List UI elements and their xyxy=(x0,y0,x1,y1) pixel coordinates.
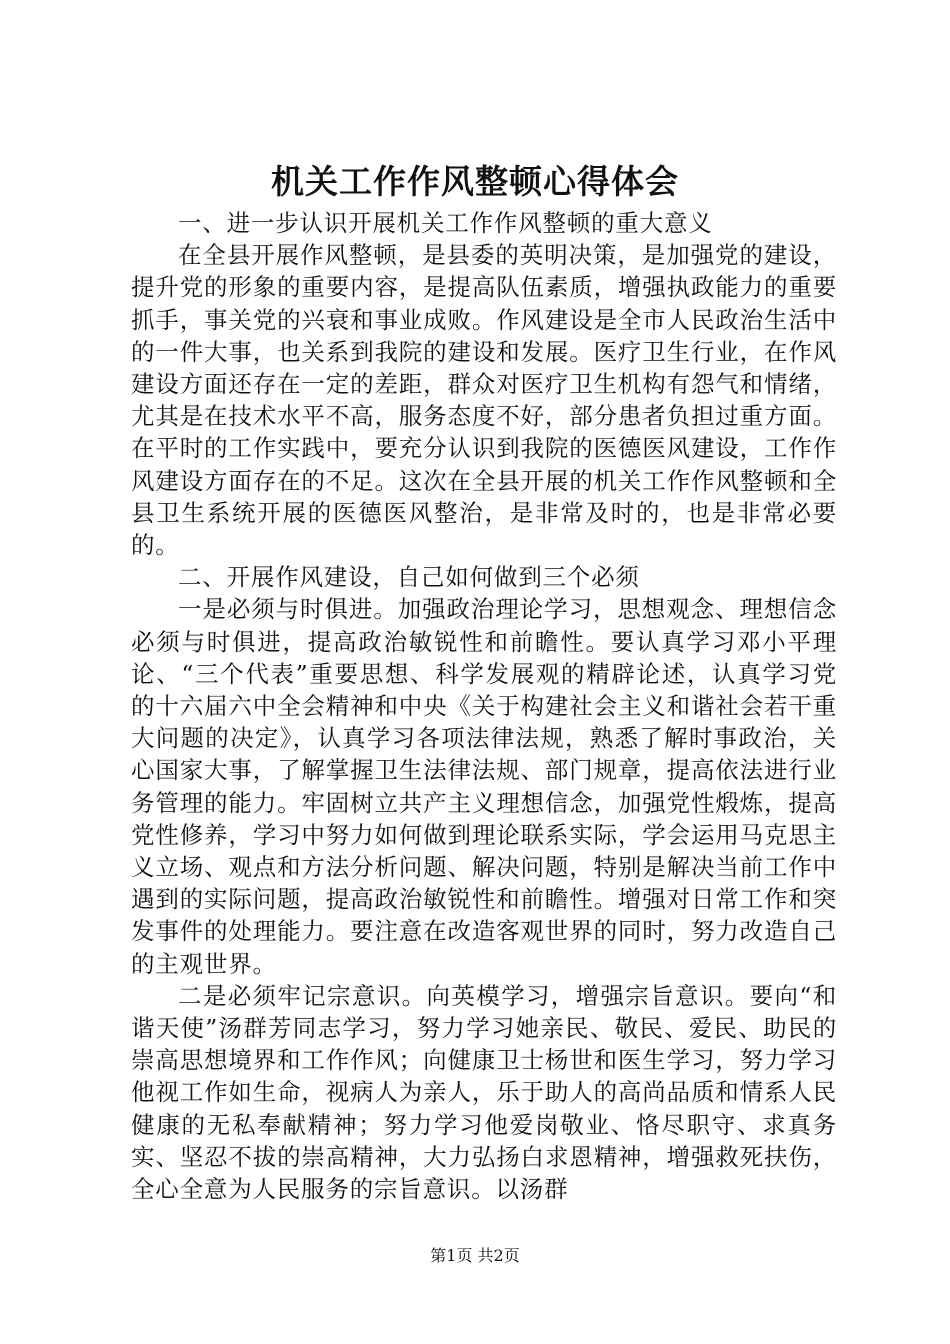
section-heading-1: 一、进一步认识开展机关工作作风整顿的重大意义 xyxy=(178,209,713,237)
section-heading-2: 二、开展作风建设，自己如何做到三个必须 xyxy=(178,563,640,592)
paragraph: 在全县开展作风整顿，是县委的英明决策，是加强党的建设，提升党的形象的重要内容，是提高队伍素质，增强执政能力的重要抓手，事关党的兴衰和事业成败。作风建设是全市人民政治生活中的一件大事，也关系到我院的建设和发展。医疗卫生行业，在作风建设方面还存在一定的差距，群众对医疗卫生机构有怨气和情绪，尤其是在技术水平不高，服务态度不好，部分患者负担过重方面。在平时的工作实践中，要充分认识到我院的医德医风建设，工作作风建设方面存在的不足。这次在全县开展的机关工作作风整顿和全县卫生系统开展的医德医风整治，是非常及时的，也是非常必要的。 xyxy=(131,241,837,560)
page-number-footer: 第1页 共2页 xyxy=(430,1246,520,1265)
paragraph: 二是必须牢记宗意识。向英模学习，增强宗旨意识。要向“和谐天使”汤群芳同志学习，努力学习她亲民、敬民、爱民、助民的崇高思想境界和工作作风；向健康卫士杨世和医生学习，努力学习他视工作如生命，视病人为亲人，乐于助人的高尚品质和情系人民健康的无私奉献精神；努力学习他爱岗敬业、恪尽职守、求真务实、坚忍不拔的崇高精神，大力弘扬白求恩精神，增强救死扶伤，全心全意为人民服务的宗旨意识。以汤群 xyxy=(131,981,837,1204)
document-title: 机关工作作风整顿心得体会 xyxy=(271,162,679,201)
paragraph: 一是必须与时俱进。加强政治理论学习，思想观念、理想信念必须与时俱进，提高政治敏锐性和前瞻性。要认真学习邓小平理论、“三个代表”重要思想、科学发展观的精辟论述，认真学习党的十六届六中全会精神和中央《关于构建社会主义和谐社会若干重大问题的决定》，认真学习各项法律法规，熟悉了解时事政治，关心国家大事，了解掌握卫生法律法规、部门规章，提高依法进行业务管理的能力。牢固树立共产主义理想信念，加强党性煅炼，提高党性修养，学习中努力如何做到理论联系实际，学会运用马克思主义立场、观点和方法分析问题、解决问题，特别是解决当前工作中遇到的实际问题，提高政治敏锐性和前瞻性。增强对日常工作和突发事件的处理能力。要注意在改造客观世界的同时，努力改造自己的主观世界。 xyxy=(131,595,837,978)
document-body xyxy=(131,207,837,1205)
